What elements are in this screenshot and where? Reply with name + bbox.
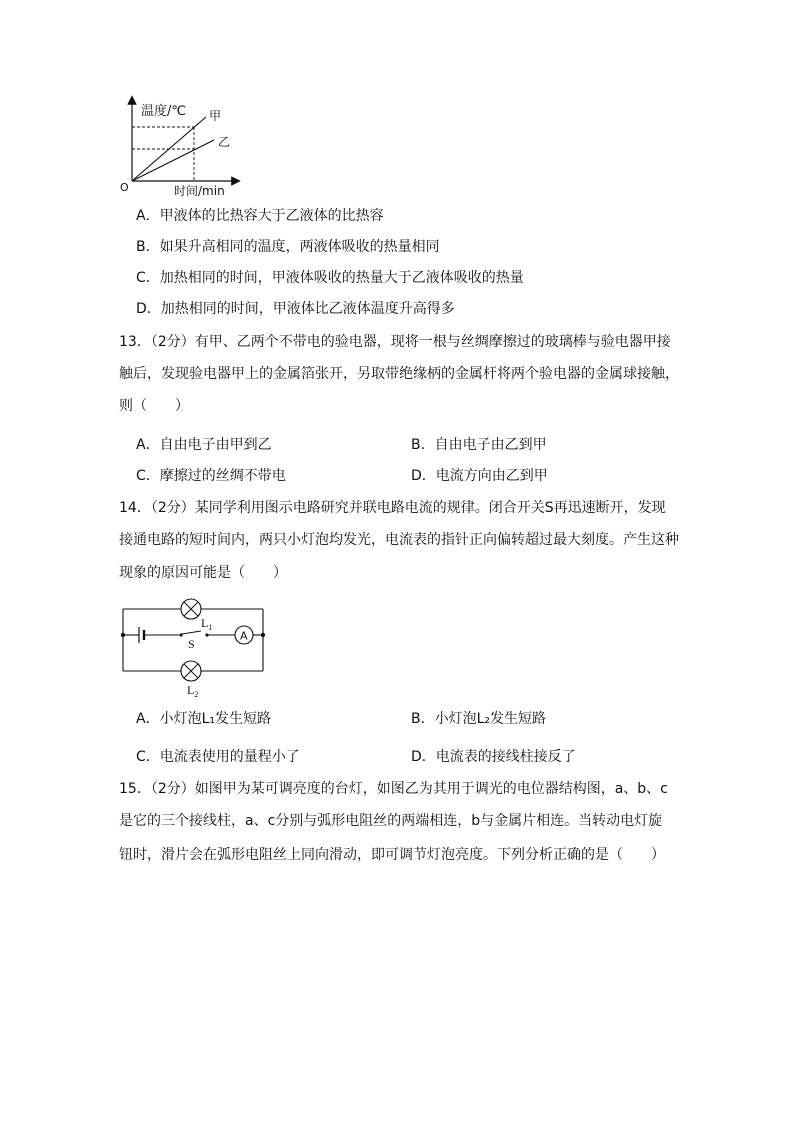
x-axis-label: 时间/min — [174, 184, 225, 198]
q12-option-c: C．加热相同的时间，甲液体吸收的热量大于乙液体吸收的热量 — [136, 270, 524, 286]
origin-label: O — [120, 181, 129, 194]
q15-stem-line-1: 15．（2分）如图甲为某可调亮度的台灯，如图乙为其用于调光的电位器结构图，a、b、c — [119, 781, 668, 797]
q13-stem-line-3: 则（ ） — [119, 398, 189, 414]
q14-stem-line-2: 接通电路的短时间内，两只小灯泡均发光，电流表的指针正向偏转超过最大刻度。产生这种 — [119, 532, 679, 548]
q12-option-a: A．甲液体的比热容大于乙液体的比热容 — [136, 208, 384, 224]
switch-icon — [179, 631, 208, 637]
q13-option-b: B．自由电子由乙到甲 — [411, 437, 547, 453]
q14-stem-line-1: 14．（2分）某同学利用图示电路研究并联电路电流的规律。闭合开关S再迅速断开，发现 — [119, 500, 666, 516]
ammeter-icon — [235, 626, 253, 644]
q14-option-c: C．电流表使用的量程小了 — [136, 749, 300, 765]
ammeter-label: A — [240, 629, 248, 643]
q14-option-d: D．电流表的接线柱接反了 — [411, 749, 576, 765]
lamp-l2-label: $L_2$ — [187, 683, 199, 699]
q12-option-b: B．如果升高相同的温度，两液体吸收的热量相同 — [136, 239, 440, 255]
temperature-time-graph — [118, 95, 248, 200]
parallel-circuit-diagram — [115, 595, 275, 700]
lamp-l1-label: $L_1$ — [201, 616, 213, 632]
q15-stem-line-2: 是它的三个接线柱，a、c分别与弧形电阻丝的两端相连，b与金属片相连。当转动电灯旋 — [119, 813, 663, 829]
q14-option-b: B．小灯泡L₂发生短路 — [411, 711, 547, 727]
switch-label: S — [188, 637, 195, 651]
q15-stem-line-3: 钮时，滑片会在弧形电阻丝上同向滑动，即可调节灯泡亮度。下列分析正确的是（ ） — [119, 847, 665, 863]
q13-stem-line-1: 13．（2分）有甲、乙两个不带电的验电器，现将一根与丝绸摩擦过的玻璃棒与验电器甲接 — [119, 334, 671, 350]
lamp-l2-icon — [181, 661, 201, 681]
q13-option-a: A．自由电子由甲到乙 — [136, 437, 272, 453]
y-axis-label: 温度/℃ — [141, 104, 186, 119]
label-yi: 乙 — [218, 135, 231, 149]
label-jia: 甲 — [209, 109, 222, 123]
q13-option-d: D．电流方向由乙到甲 — [411, 468, 548, 484]
q13-option-c: C．摩擦过的丝绸不带电 — [136, 468, 286, 484]
lamp-l1-icon — [181, 599, 201, 619]
q13-stem-line-2: 触后，发现验电器甲上的金属箔张开，另取带绝缘柄的金属杆将两个验电器的金属球接触， — [119, 366, 679, 382]
battery-icon — [139, 627, 144, 643]
q12-option-d: D．加热相同的时间，甲液体比乙液体温度升高得多 — [136, 301, 455, 317]
q14-option-a: A．小灯泡L₁发生短路 — [136, 711, 271, 727]
q14-stem-line-3: 现象的原因可能是（ ） — [119, 565, 287, 581]
